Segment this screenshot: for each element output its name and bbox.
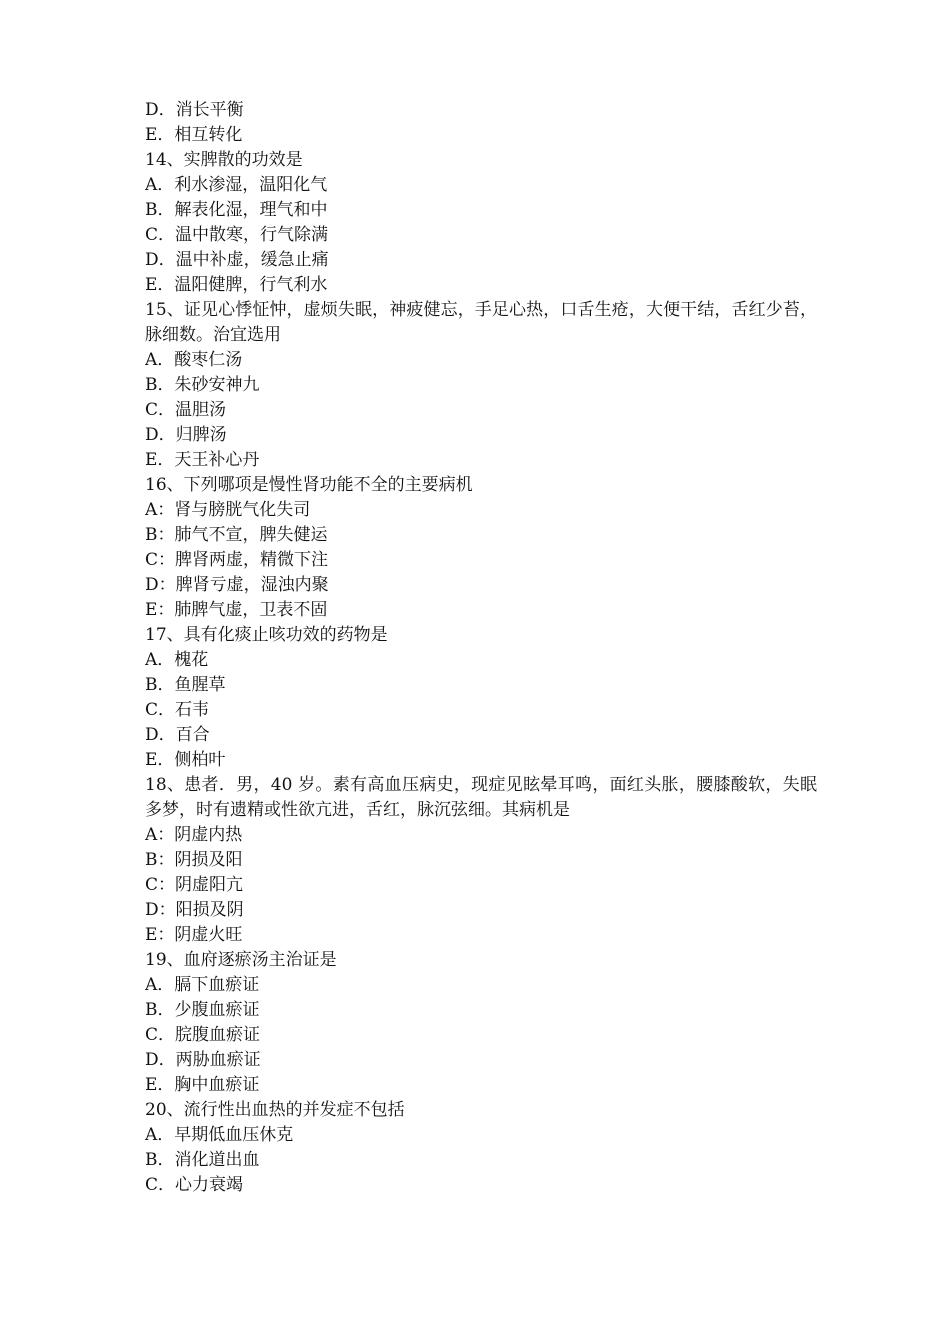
- option-line: E：阴虚火旺: [145, 925, 243, 945]
- option-line: C．脘腹血瘀证: [145, 1025, 261, 1045]
- option-line: E．侧柏叶: [145, 750, 226, 770]
- question-line: 17、具有化痰止咳功效的药物是: [145, 625, 388, 645]
- option-line: E．相互转化: [145, 125, 243, 145]
- option-line: B．朱砂安神九: [145, 375, 260, 395]
- option-line: A．膈下血瘀证: [145, 975, 260, 995]
- question-line: 18、患者．男，40 岁。素有高血压病史，现症见眩晕耳鸣，面红头胀，腰膝酸软，失眠多梦，时有遗精或性欲亢进，舌红，脉沉弦细。其病机是: [145, 775, 817, 820]
- option-line: A．早期低血压休克: [145, 1125, 294, 1145]
- option-line: C．石韦: [145, 700, 210, 720]
- option-line: B．鱼腥草: [145, 675, 226, 695]
- option-line: D．消长平衡: [145, 100, 244, 120]
- option-line: B：肺气不宣，脾失健运: [145, 525, 328, 545]
- option-line: D．百合: [145, 725, 210, 745]
- option-line: A：肾与膀胱气化失司: [145, 500, 311, 520]
- option-line: C．心力衰竭: [145, 1175, 244, 1195]
- option-line: B．少腹血瘀证: [145, 1000, 260, 1020]
- option-line: D．温中补虚，缓急止痛: [145, 250, 329, 270]
- option-line: C．温胆汤: [145, 400, 227, 420]
- option-line: A．槐花: [145, 650, 209, 670]
- question-line: 20、流行性出血热的并发症不包括: [145, 1100, 405, 1120]
- option-line: E．天王补心丹: [145, 450, 260, 470]
- question-line: 14、实脾散的功效是: [145, 150, 303, 170]
- option-line: E．温阳健脾，行气利水: [145, 275, 328, 295]
- option-line: D．归脾汤: [145, 425, 227, 445]
- option-line: E：肺脾气虚，卫表不固: [145, 600, 328, 620]
- option-line: C：脾肾两虚，精微下注: [145, 550, 329, 570]
- option-line: B：阴损及阳: [145, 850, 243, 870]
- option-line: D：阳损及阴: [145, 900, 244, 920]
- option-line: A．酸枣仁汤: [145, 350, 243, 370]
- question-line: 19、血府逐瘀汤主治证是: [145, 950, 337, 970]
- option-line: C．温中散寒，行气除满: [145, 225, 329, 245]
- option-line: E．胸中血瘀证: [145, 1075, 260, 1095]
- question-line: 16、下列哪项是慢性肾功能不全的主要病机: [145, 475, 473, 495]
- option-line: A：阴虚内热: [145, 825, 243, 845]
- document-page: [145, 98, 817, 1198]
- option-line: D．两胁血瘀证: [145, 1050, 261, 1070]
- option-line: A．利水渗湿，温阳化气: [145, 175, 328, 195]
- question-line: 15、证见心悸怔忡，虚烦失眠，神疲健忘，手足心热，口舌生疮，大便干结，舌红少苔，脉细数。治宜选用: [145, 300, 817, 345]
- option-line: C：阴虚阳亢: [145, 875, 244, 895]
- option-line: D：脾肾亏虚，湿浊内聚: [145, 575, 329, 595]
- option-line: B．消化道出血: [145, 1150, 260, 1170]
- option-line: B．解表化湿，理气和中: [145, 200, 328, 220]
